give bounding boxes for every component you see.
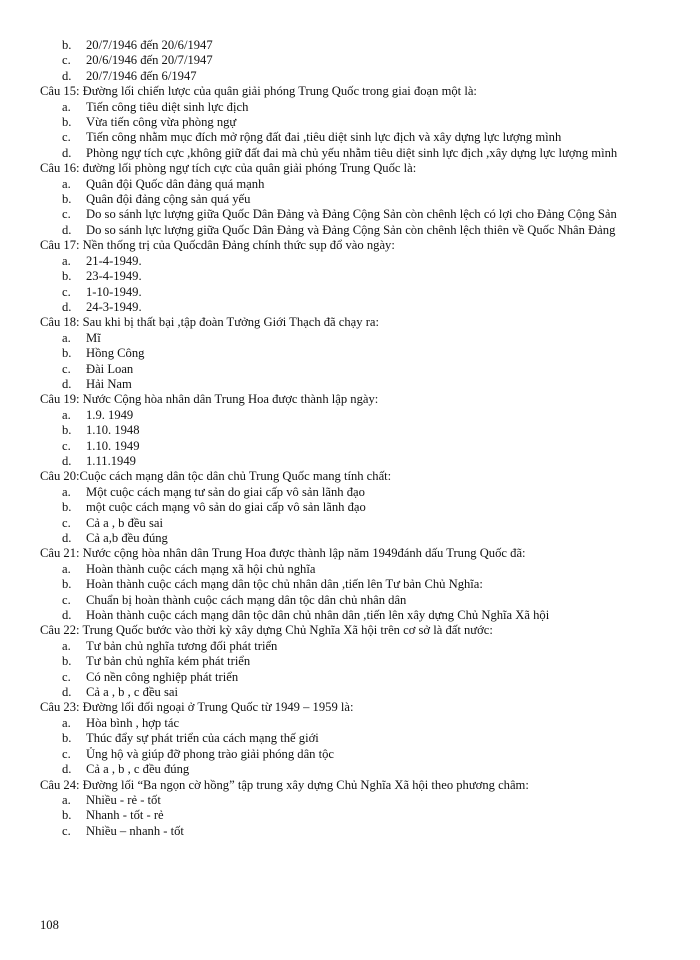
- question-block: [0, 84, 700, 161]
- option-letter: b.: [62, 346, 72, 361]
- option-text: Hồng Công: [86, 346, 145, 361]
- option-letter: c.: [62, 515, 71, 530]
- option-letter: b.: [62, 731, 72, 746]
- answer-option: [0, 362, 700, 377]
- option-text: Một cuộc cách mạng tư sản do giai cấp vô sản lãnh đạo: [86, 484, 365, 499]
- question-block: [0, 623, 700, 700]
- question-block: [0, 469, 700, 546]
- option-letter: a.: [62, 99, 71, 114]
- option-letter: b.: [62, 500, 72, 515]
- answer-option: [0, 747, 700, 762]
- answer-option: [0, 577, 700, 592]
- answer-option: [0, 793, 700, 808]
- question-block: [0, 778, 700, 840]
- option-letter: c.: [62, 669, 71, 684]
- answer-option: [0, 423, 700, 438]
- option-text: Hải Nam: [86, 376, 132, 391]
- option-letter: a.: [62, 792, 71, 807]
- answer-option: [0, 331, 700, 346]
- question-text: Câu 17: Nền thống trị của Quốcdân Đảng chính thức sụp đổ vào ngày:: [40, 238, 395, 253]
- answer-option: [0, 608, 700, 623]
- answer-option: [0, 562, 700, 577]
- answer-option: [0, 762, 700, 777]
- option-letter: a.: [62, 176, 71, 191]
- option-letter: d.: [62, 685, 72, 700]
- answer-option: [0, 500, 700, 515]
- answer-option: [0, 177, 700, 192]
- option-text: Nhiều – nhanh - tốt: [86, 823, 184, 838]
- answer-option: [0, 685, 700, 700]
- option-text: 1.10. 1948: [86, 423, 140, 438]
- option-text: Đài Loan: [86, 361, 134, 376]
- answer-option: [0, 408, 700, 423]
- option-letter: c.: [62, 53, 71, 68]
- option-letter: c.: [62, 130, 71, 145]
- option-text: Vừa tiến công vừa phòng ngự: [86, 115, 237, 130]
- option-text: Hoàn thành cuộc cách mạng xã hội chủ nghĩa: [86, 561, 316, 576]
- option-letter: c.: [62, 438, 71, 453]
- option-text: Phòng ngự tích cực ,không giữ đất đai mà chủ yếu nhằm tiêu diệt sinh lực địch ,xây dựng lực lượng mình: [86, 145, 618, 160]
- option-letter: b.: [62, 115, 72, 130]
- question-block: [0, 700, 700, 777]
- option-text: 1.9. 1949: [86, 407, 134, 422]
- question-block: [0, 546, 700, 623]
- option-text: Tiến công nhằm mục đích mở rộng đất đai ,tiêu diệt sinh lực địch và xây dựng lực lượng mình: [86, 130, 562, 145]
- answer-option: [0, 808, 700, 823]
- option-letter: a.: [62, 407, 71, 422]
- answer-option: [0, 300, 700, 315]
- answer-option: [0, 716, 700, 731]
- option-letter: c.: [62, 823, 71, 838]
- option-text: Cả a , b , c đều sai: [86, 685, 178, 700]
- option-text: Nhanh - tốt - rẻ: [86, 808, 164, 823]
- option-text: Cả a , b đều sai: [86, 515, 163, 530]
- option-text: Có nền công nghiệp phát triển: [86, 669, 239, 684]
- answer-option: [0, 38, 700, 53]
- answer-option: [0, 346, 700, 361]
- option-text: Quân đội đảng cộng sản quá yếu: [86, 192, 251, 207]
- option-text: một cuộc cách mạng vô sản do giai cấp vô sản lãnh đạo: [86, 500, 366, 515]
- option-text: 21-4-1949.: [86, 253, 142, 268]
- option-letter: a.: [62, 484, 71, 499]
- option-text: 20/6/1946 đến 20/7/1947: [86, 53, 213, 68]
- answer-option: [0, 670, 700, 685]
- question-block: [0, 238, 700, 315]
- option-text: Do so sánh lực lượng giữa Quốc Dân Đảng và Đảng Cộng Sản còn chênh lệch có lợi cho Đảng Cộng Sản: [86, 207, 617, 222]
- option-text: Hòa bình , hợp tác: [86, 715, 180, 730]
- option-letter: d.: [62, 453, 72, 468]
- option-letter: b.: [62, 423, 72, 438]
- option-letter: d.: [62, 608, 72, 623]
- option-letter: b.: [62, 269, 72, 284]
- answer-option: [0, 207, 700, 222]
- answer-option: [0, 100, 700, 115]
- option-letter: b.: [62, 654, 72, 669]
- question-text: Câu 16: đường lối phòng ngự tích cực của quân giải phóng Trung Quốc là:: [40, 161, 417, 176]
- answer-option: [0, 593, 700, 608]
- answer-option: [0, 115, 700, 130]
- answer-option: [0, 531, 700, 546]
- question-text: Câu 23: Đường lối đối ngoại ở Trung Quốc từ 1949 – 1959 là:: [40, 700, 354, 715]
- question-block: [0, 161, 700, 238]
- option-text: 1.10. 1949: [86, 438, 140, 453]
- option-letter: a.: [62, 561, 71, 576]
- option-text: Quân đội Quốc dân đảng quá mạnh: [86, 176, 265, 191]
- page-number: 108: [40, 918, 59, 932]
- option-letter: b.: [62, 192, 72, 207]
- answer-option: [0, 254, 700, 269]
- option-letter: b.: [62, 808, 72, 823]
- answer-option: [0, 269, 700, 284]
- option-text: Tư bản chủ nghĩa tương đối phát triển: [86, 638, 278, 653]
- question-block: [0, 315, 700, 392]
- option-text: 1.11.1949: [86, 453, 136, 468]
- document-page: [0, 38, 700, 839]
- answer-option: [0, 285, 700, 300]
- question-text: Câu 24: Đường lối “Ba ngọn cờ hồng” tập trung xây dựng Chủ Nghĩa Xã hội theo phương châm:: [40, 777, 529, 792]
- option-letter: d.: [62, 145, 72, 160]
- question-text: Câu 18: Sau khi bị thất bại ,tập đoàn Tưởng Giới Thạch đã chạy ra:: [40, 315, 379, 330]
- option-text: Thúc đẩy sự phát triển của cách mạng thế giới: [86, 731, 319, 746]
- option-letter: c.: [62, 284, 71, 299]
- question-text: Câu 21: Nước cộng hòa nhân dân Trung Hoa được thành lập năm 1949đánh dấu Trung Quốc đã:: [40, 546, 526, 561]
- option-text: 23-4-1949.: [86, 269, 142, 284]
- answer-option: [0, 654, 700, 669]
- answer-option: [0, 377, 700, 392]
- answer-option: [0, 223, 700, 238]
- option-letter: a.: [62, 330, 71, 345]
- question-text: Câu 15: Đường lối chiến lược của quân giải phóng Trung Quốc trong giai đoạn một là:: [40, 84, 477, 99]
- option-letter: d.: [62, 222, 72, 237]
- option-text: Tiến công tiêu diệt sinh lực địch: [86, 99, 249, 114]
- option-text: 20/7/1946 đến 20/6/1947: [86, 38, 213, 52]
- option-letter: d.: [62, 531, 72, 545]
- option-letter: d.: [62, 68, 72, 83]
- question-text: Câu 22: Trung Quốc bước vào thời kỳ xây dựng Chủ Nghĩa Xã hội trên cơ sở là đất nước:: [40, 623, 493, 638]
- option-text: Ủng hộ và giúp đỡ phong trào giải phóng dân tộc: [86, 746, 335, 761]
- option-letter: d.: [62, 762, 72, 777]
- answer-option: [0, 439, 700, 454]
- answer-option: [0, 69, 700, 84]
- option-text: 20/7/1946 đến 6/1947: [86, 68, 197, 83]
- option-letter: a.: [62, 253, 71, 268]
- answer-option: [0, 146, 700, 161]
- option-text: Chuẩn bị hoàn thành cuộc cách mạng dân tộc dân chủ nhân dân: [86, 592, 407, 607]
- option-letter: d.: [62, 376, 72, 391]
- answer-option: [0, 639, 700, 654]
- option-letter: d.: [62, 299, 72, 314]
- answer-option: [0, 731, 700, 746]
- option-letter: b.: [62, 577, 72, 592]
- option-letter: b.: [62, 38, 72, 52]
- question-block: [0, 38, 700, 84]
- option-text: Mĩ: [86, 330, 101, 345]
- answer-option: [0, 516, 700, 531]
- option-text: 1-10-1949.: [86, 284, 142, 299]
- answer-option: [0, 454, 700, 469]
- option-text: Cả a , b , c đều đúng: [86, 762, 190, 777]
- option-text: Do so sánh lực lượng giữa Quốc Dân Đảng và Đảng Cộng Sản còn chênh lệch thiên về Quốc Nhân Đảng: [86, 222, 616, 237]
- question-block: [0, 392, 700, 469]
- option-letter: c.: [62, 207, 71, 222]
- option-letter: c.: [62, 746, 71, 761]
- answer-option: [0, 485, 700, 500]
- option-letter: c.: [62, 361, 71, 376]
- question-text: Câu 19: Nước Cộng hòa nhân dân Trung Hoa được thành lập ngày:: [40, 392, 379, 407]
- answer-option: [0, 192, 700, 207]
- answer-option: [0, 130, 700, 145]
- option-letter: a.: [62, 715, 71, 730]
- option-text: Hoàn thành cuộc cách mạng dân tộc dân chủ nhân dân ,tiến lên xây dựng Chủ Nghĩa Xã hội: [86, 608, 550, 623]
- option-letter: a.: [62, 638, 71, 653]
- option-text: Nhiều - rẻ - tốt: [86, 792, 161, 807]
- option-letter: c.: [62, 592, 71, 607]
- option-text: Cả a,b đều đúng: [86, 531, 168, 545]
- answer-option: [0, 824, 700, 839]
- question-text: Câu 20:Cuộc cách mạng dân tộc dân chủ Trung Quốc mang tính chất:: [40, 469, 392, 484]
- option-text: 24-3-1949.: [86, 299, 142, 314]
- answer-option: [0, 53, 700, 68]
- option-text: Hoàn thành cuộc cách mạng dân tộc chủ nhân dân ,tiến lên Tư bản Chủ Nghĩa:: [86, 577, 483, 592]
- option-text: Tư bản chủ nghĩa kém phát triển: [86, 654, 251, 669]
